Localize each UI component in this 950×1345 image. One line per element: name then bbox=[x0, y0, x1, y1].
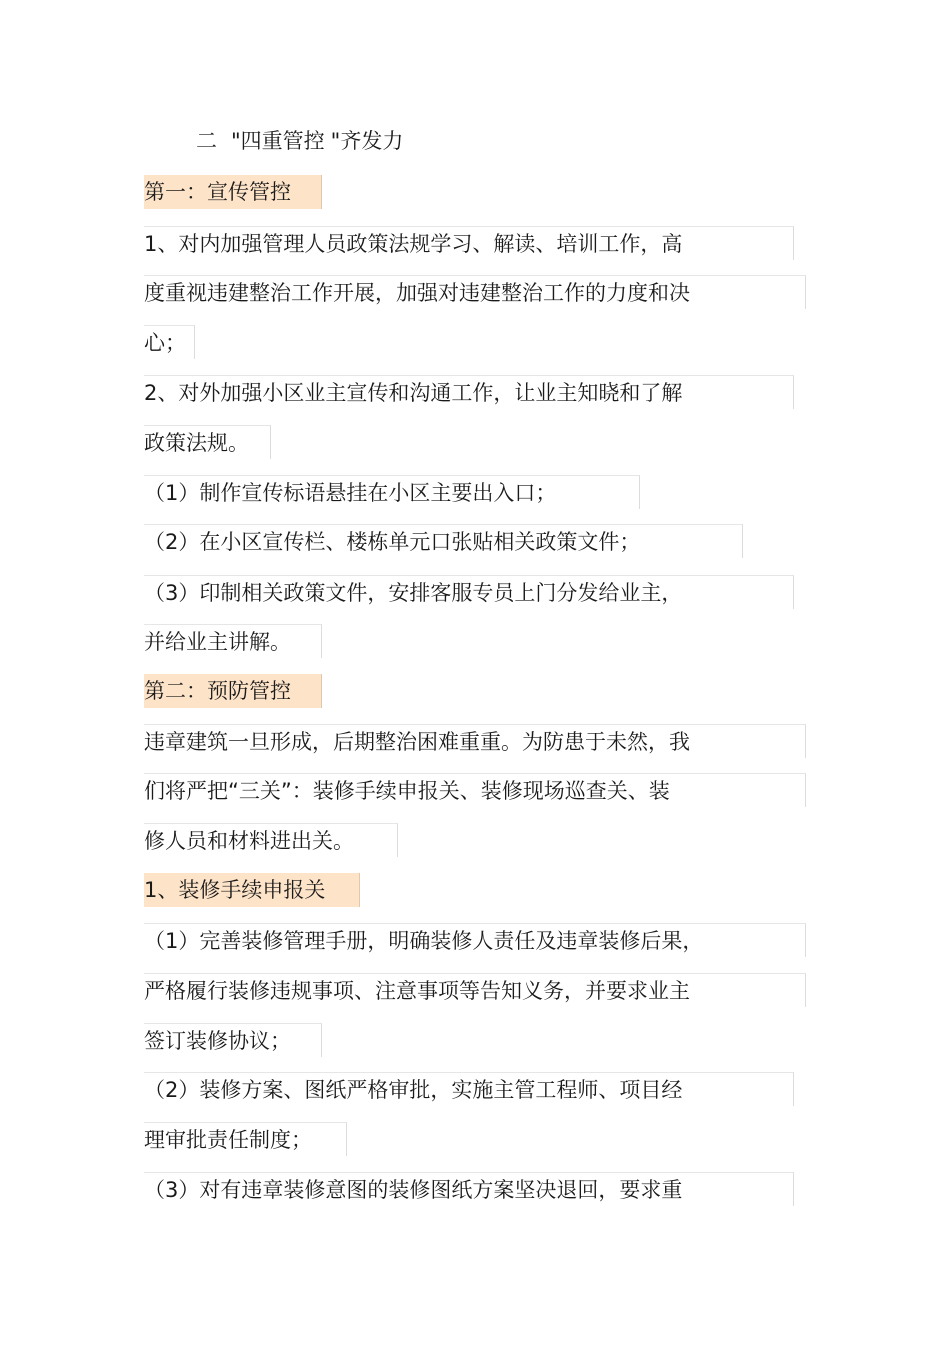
heading-prevention-control: 第二：预防管控 bbox=[144, 674, 322, 708]
list-item: 签订装修协议； bbox=[144, 1023, 322, 1057]
paragraph-line: 政策法规。 bbox=[144, 425, 271, 459]
list-item: （1）完善装修管理手册，明确装修人责任及违章装修后果， bbox=[144, 923, 806, 957]
list-item: （2）装修方案、图纸严格审批，实施主管工程师、项目经 bbox=[144, 1072, 794, 1106]
list-item: （1）制作宣传标语悬挂在小区主要出入口； bbox=[144, 475, 640, 509]
section-title-tail: "齐发力 bbox=[330, 129, 404, 153]
heading-publicity-control: 第一：宣传管控 bbox=[144, 175, 322, 209]
list-item: 并给业主讲解。 bbox=[144, 624, 322, 658]
section-title bbox=[196, 124, 403, 158]
section-title-main: "四重管控 bbox=[231, 129, 325, 153]
list-item: （3）印制相关政策文件，安排客服专员上门分发给业主， bbox=[144, 575, 794, 609]
paragraph-line: 心； bbox=[144, 325, 195, 359]
paragraph-line: 2、对外加强小区业主宣传和沟通工作，让业主知晓和了解 bbox=[144, 375, 794, 409]
list-item: 严格履行装修违规事项、注意事项等告知义务，并要求业主 bbox=[144, 973, 806, 1007]
paragraph-line: 1、对内加强管理人员政策法规学习、解读、培训工作，高 bbox=[144, 226, 794, 260]
paragraph-line: 度重视违建整治工作开展，加强对违建整治工作的力度和决 bbox=[144, 275, 806, 309]
list-item: （2）在小区宣传栏、楼栋单元口张贴相关政策文件； bbox=[144, 524, 743, 558]
section-number: 二 bbox=[196, 129, 217, 153]
paragraph-line: 违章建筑一旦形成，后期整治困难重重。为防患于未然，我 bbox=[144, 724, 806, 758]
paragraph-line: 们将严把“三关”：装修手续申报关、装修现场巡查关、装 bbox=[144, 773, 806, 807]
list-item: （3）对有违章装修意图的装修图纸方案坚决退回，要求重 bbox=[144, 1172, 794, 1206]
subheading-renovation-filing: 1、装修手续申报关 bbox=[144, 873, 360, 907]
list-item: 理审批责任制度； bbox=[144, 1122, 347, 1156]
paragraph-line: 修人员和材料进出关。 bbox=[144, 823, 398, 857]
